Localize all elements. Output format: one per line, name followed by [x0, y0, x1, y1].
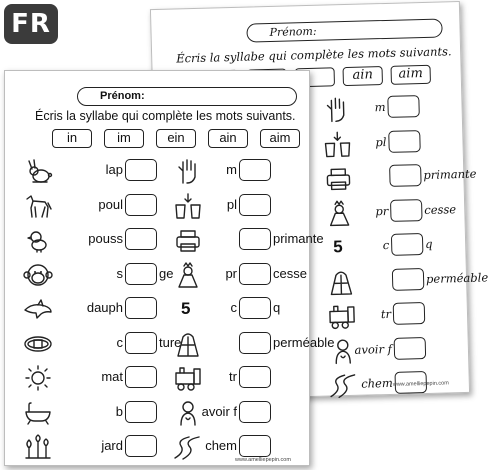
answer-box[interactable]: [125, 332, 157, 354]
exercise-row: [23, 157, 158, 185]
exercise-row: [23, 295, 158, 323]
printer-icon: [323, 165, 354, 192]
word-start: tr: [229, 369, 237, 384]
word-start: c: [382, 237, 390, 253]
word-start: pl: [226, 196, 237, 212]
answer-box[interactable]: [239, 194, 271, 216]
answer-box[interactable]: [239, 159, 271, 181]
exercise-row: [23, 399, 158, 427]
answer-box[interactable]: [388, 130, 421, 153]
number-picture: [325, 234, 356, 261]
exercise-row: [327, 299, 463, 331]
name-label: Prénom:: [269, 24, 317, 39]
exercise-row: [324, 196, 460, 228]
garden-icon: [23, 434, 53, 460]
word-start: jard: [101, 438, 123, 453]
syllable-choice: aim: [260, 129, 300, 148]
word-end: ture: [159, 334, 182, 350]
answer-box[interactable]: [239, 401, 271, 423]
word-start: c: [116, 334, 123, 350]
word-start: pl: [375, 134, 387, 149]
exercise-row: [173, 192, 303, 220]
word-start: pr: [375, 203, 389, 218]
word-end: perméable: [273, 334, 335, 350]
syllable-choice: aim: [390, 65, 430, 85]
exercise-row: [323, 161, 477, 193]
monkey-icon: [23, 262, 53, 288]
sun-icon: [23, 365, 53, 391]
exercise-row: [173, 226, 324, 254]
name-field: [246, 18, 442, 42]
footer-url: www.amelliepepin.com: [392, 380, 449, 388]
syllable-choice: ain: [343, 66, 383, 86]
bathtub-icon: [23, 400, 53, 426]
exercise-row: [173, 295, 303, 323]
word-end: perméable: [425, 269, 489, 286]
answer-box[interactable]: [387, 95, 420, 118]
princess-icon: [173, 262, 203, 288]
exercise-row: [23, 433, 158, 461]
word-start: lap: [105, 162, 123, 177]
dolphin-icon: [23, 296, 53, 322]
syllable-choice: ain: [208, 129, 248, 148]
answer-box[interactable]: [125, 297, 157, 319]
exercise-row: [173, 261, 307, 289]
syllable-choice: in: [52, 129, 92, 148]
exercise-row: [321, 92, 457, 124]
exercise-row: [173, 399, 303, 427]
answer-box[interactable]: [389, 164, 422, 187]
exercise-row: [326, 265, 489, 297]
word-start: s: [116, 265, 123, 281]
word-end: primante: [273, 231, 324, 246]
train-icon: [327, 303, 358, 330]
rabbit-icon: [23, 158, 53, 184]
name-field: [77, 87, 297, 106]
word-start: dauph: [86, 300, 123, 315]
full-glasses-icon: [322, 130, 353, 157]
printer-icon: [173, 227, 203, 253]
word-start: avoir f: [354, 341, 393, 357]
hand-icon: [321, 96, 352, 123]
language-badge: FR: [4, 4, 58, 44]
train-icon: [173, 365, 203, 391]
exercise-row: [328, 334, 464, 366]
exercise-row: [23, 330, 182, 358]
answer-box[interactable]: [393, 302, 426, 325]
number-five: 5: [181, 299, 191, 318]
word-end: cesse: [424, 201, 457, 217]
exercise-row: [23, 364, 158, 392]
word-start: chem: [205, 438, 237, 453]
answer-box[interactable]: [125, 366, 157, 388]
exercise-row: [322, 127, 458, 159]
word-start: pr: [225, 265, 237, 281]
name-label: Prénom:: [100, 90, 145, 102]
exercise-row: [23, 192, 158, 220]
answer-box[interactable]: [125, 435, 157, 457]
hand-icon: [173, 158, 203, 184]
answer-box[interactable]: [394, 337, 427, 360]
exercise-row: [23, 226, 158, 254]
exercise-row: [173, 364, 303, 392]
answer-box[interactable]: [239, 297, 271, 319]
word-end: q: [273, 300, 281, 315]
word-start: m: [374, 99, 386, 115]
syllable-choice: ein: [156, 129, 196, 148]
exercise-row: [23, 261, 174, 289]
exercise-row: [173, 330, 335, 358]
horse-icon: [23, 193, 53, 219]
answer-box[interactable]: [125, 159, 157, 181]
answer-box[interactable]: [125, 401, 157, 423]
answer-box[interactable]: [125, 263, 157, 285]
answer-box[interactable]: [391, 233, 424, 256]
answer-box[interactable]: [239, 435, 271, 457]
word-start: c: [230, 300, 237, 315]
path-icon: [328, 372, 359, 399]
word-end: cesse: [273, 265, 307, 281]
answer-box[interactable]: [125, 228, 157, 250]
answer-box[interactable]: [239, 228, 271, 250]
exercise-row: [173, 157, 303, 185]
word-start: b: [115, 403, 123, 419]
word-start: chem: [361, 375, 393, 391]
answer-box[interactable]: [392, 268, 425, 291]
princess-icon: [324, 199, 355, 226]
word-start: poul: [98, 196, 123, 212]
hungry-boy-icon: [173, 400, 203, 426]
word-end: q: [424, 236, 433, 251]
instruction: Écris la syllabe qui complète les mots suivants.: [176, 44, 452, 66]
raincoat-icon: [326, 268, 357, 295]
word-end: ge: [159, 265, 174, 281]
answer-box[interactable]: [239, 366, 271, 388]
word-start: pouss: [88, 231, 123, 246]
answer-box[interactable]: [239, 332, 271, 354]
raincoat-icon: [173, 331, 203, 357]
word-start: mat: [101, 369, 123, 384]
full-glasses-icon: [173, 193, 203, 219]
syllable-choice: im: [104, 129, 144, 148]
number-five: 5: [332, 237, 343, 257]
word-start: tr: [380, 306, 392, 322]
front-worksheet: [4, 70, 335, 466]
exercise-row: [325, 230, 461, 262]
path-icon: [173, 434, 203, 460]
word-start: avoir f: [201, 403, 237, 419]
word-start: m: [226, 162, 237, 177]
answer-box[interactable]: [125, 194, 157, 216]
answer-box[interactable]: [239, 263, 271, 285]
chick-icon: [23, 227, 53, 253]
belt-icon: [23, 331, 53, 357]
number-picture: [173, 296, 203, 322]
footer-url: www.amelliepepin.com: [235, 457, 291, 463]
answer-box[interactable]: [390, 199, 423, 222]
instruction: Écris la syllabe qui complète les mots suivants.: [35, 109, 296, 123]
word-end: primante: [423, 166, 477, 183]
